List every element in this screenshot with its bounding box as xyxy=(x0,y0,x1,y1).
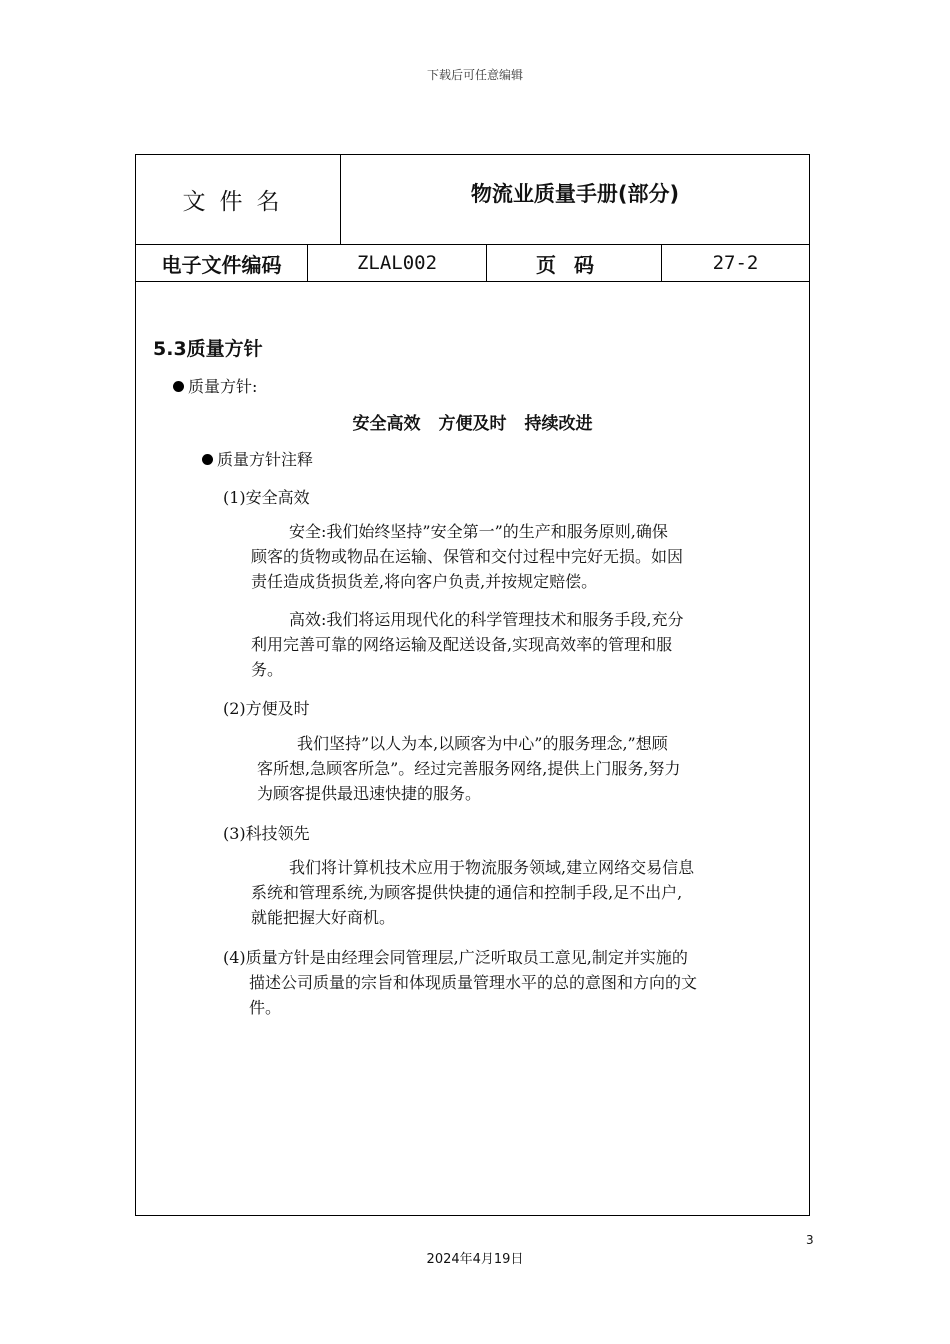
bullet-text: 质量方针注释 xyxy=(217,450,314,469)
text-line: 描述公司质量的宗旨和体现质量管理水平的总的意图和方向的文 xyxy=(249,973,698,992)
text-line: 安全:我们始终坚持”安全第一”的生产和服务原则,确保 xyxy=(289,522,668,541)
file-name-label: 文件名 xyxy=(136,155,341,244)
code-label: 电子文件编码 xyxy=(136,245,308,281)
text-line: 为顾客提供最迅速快捷的服务。 xyxy=(257,784,482,803)
title-row xyxy=(136,155,809,245)
bullet-quality-policy xyxy=(173,374,257,397)
item3-paragraph xyxy=(251,855,776,930)
page-label: 页码 xyxy=(487,245,662,281)
text-line: 我们坚持”以人为本,以顾客为中心”的服务理念,”想顾 xyxy=(297,734,668,753)
item2-title: (2)方便及时 xyxy=(223,699,310,718)
bullet-policy-notes xyxy=(202,447,313,470)
text-line: 就能把握大好商机。 xyxy=(251,908,396,927)
item1-title: (1)安全高效 xyxy=(223,488,310,507)
code-row xyxy=(136,245,809,282)
text-line: 高效:我们将运用现代化的科学管理技术和服务手段,充分 xyxy=(289,610,684,629)
page-number: 3 xyxy=(806,1233,814,1247)
footer-date: 2024年4月19日 xyxy=(426,1252,524,1267)
item2-paragraph xyxy=(257,731,782,806)
page-value: 27-2 xyxy=(712,252,759,274)
header-note: 下载后可任意编辑 xyxy=(426,68,523,82)
bullet-dot-icon xyxy=(173,381,184,392)
slogan-part: 方便及时 xyxy=(438,414,507,434)
text-line: 客所想,急顾客所急”。经过完善服务网络,提供上门服务,努力 xyxy=(257,759,681,778)
policy-slogan xyxy=(136,409,809,434)
slogan-part: 安全高效 xyxy=(352,414,421,434)
text-line: (4)质量方针是由经理会同管理层,广泛听取员工意见,制定并实施的 xyxy=(223,948,688,967)
item1-paragraph2 xyxy=(251,607,776,682)
bullet-dot-icon xyxy=(202,454,213,465)
text-line: 我们将计算机技术应用于物流服务领域,建立网络交易信息 xyxy=(289,858,695,877)
slogan-part: 持续改进 xyxy=(524,414,593,434)
item4-paragraph xyxy=(223,945,788,1020)
item1-paragraph1 xyxy=(251,519,776,594)
document-title: 物流业质量手册(部分) xyxy=(470,181,680,206)
text-line: 顾客的货物或物品在运输、保管和交付过程中完好无损。如因 xyxy=(251,547,684,566)
bullet-text: 质量方针: xyxy=(188,377,258,396)
code-value: ZLAL002 xyxy=(308,245,487,281)
text-line: 利用完善可靠的网络运输及配送设备,实现高效率的管理和服 xyxy=(251,635,673,654)
item3-title: (3)科技领先 xyxy=(223,824,310,843)
text-line: 件。 xyxy=(249,998,282,1017)
text-line: 系统和管理系统,为顾客提供快捷的通信和控制手段,足不出户, xyxy=(251,883,683,902)
document-frame xyxy=(135,154,810,1216)
text-line: 责任造成货损货差,将向客户负责,并按规定赔偿。 xyxy=(251,572,598,591)
section-title: 5.3质量方针 xyxy=(153,338,263,360)
text-line: 务。 xyxy=(251,660,284,679)
